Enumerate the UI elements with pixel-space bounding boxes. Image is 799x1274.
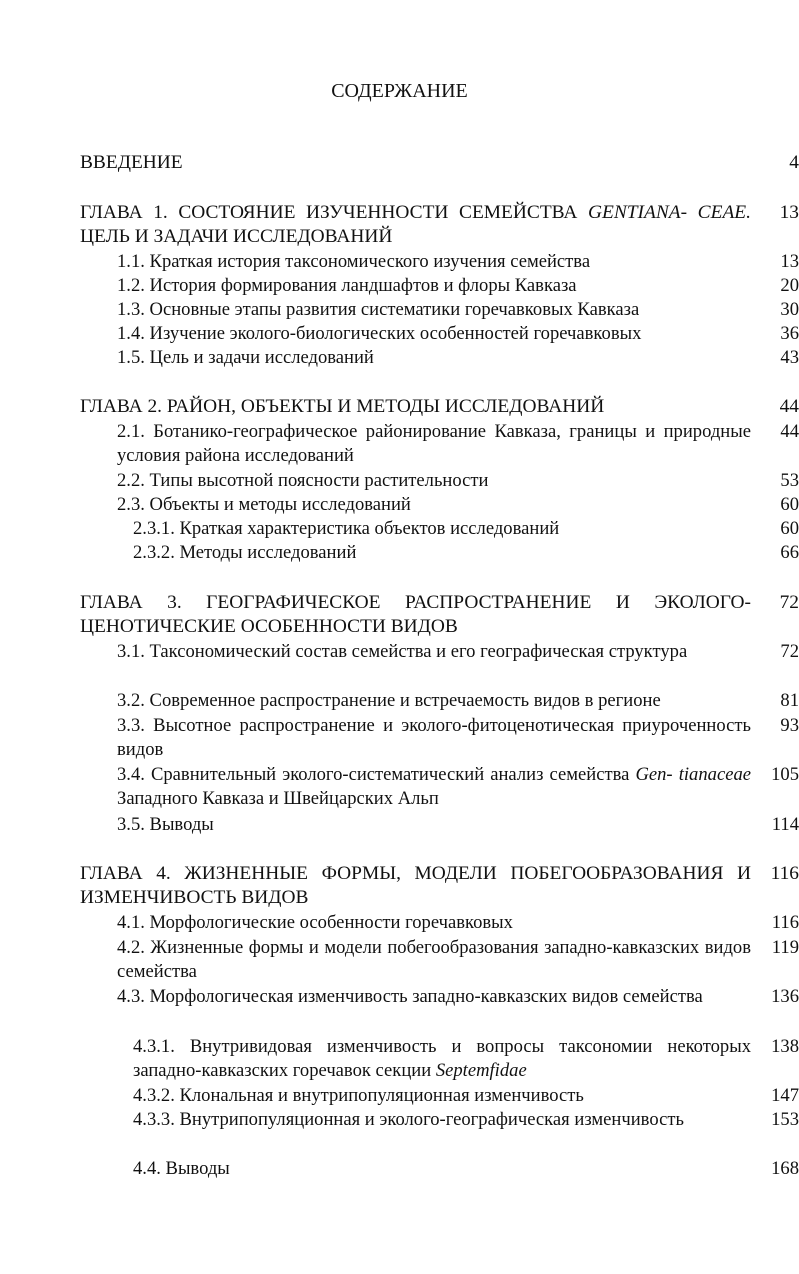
- toc-entry-4-3-1[interactable]: [133, 1035, 799, 1083]
- toc-entry-label: ВВЕДЕНИЕ: [80, 152, 183, 173]
- toc-entry-4-4[interactable]: [133, 1157, 799, 1181]
- toc-entry-label: 1.2. История формирования ландшафтов и флоры Кавказа: [117, 275, 577, 296]
- toc-page-number: 66: [780, 542, 799, 563]
- toc-entry-3-3[interactable]: [117, 714, 799, 762]
- toc-page-number: 13: [779, 202, 799, 223]
- toc-page-number: 20: [780, 275, 799, 296]
- toc-page-number: 43: [780, 347, 799, 368]
- toc-entry-1-4[interactable]: [117, 322, 799, 346]
- toc-page-number: 153: [771, 1109, 799, 1130]
- toc-entry-label: ГЛАВА 2. РАЙОН, ОБЪЕКТЫ И МЕТОДЫ ИССЛЕДОВАНИЙ: [80, 396, 605, 417]
- toc-page-number: 72: [780, 641, 799, 662]
- toc-entry-1-1[interactable]: [117, 250, 799, 274]
- toc-page-number: 44: [780, 421, 799, 442]
- toc-page-number: 168: [771, 1158, 799, 1179]
- toc-entry-2-2[interactable]: [117, 469, 799, 493]
- toc-entry-1-3[interactable]: [117, 298, 799, 322]
- toc-entry-label: 1.4. Изучение эколого-биологических особенностей горечавковых: [117, 323, 642, 344]
- toc-page-number: 4: [789, 152, 799, 173]
- toc-entry-label: 2.1. Ботанико-географическое районирование Кавказа, границы и природные условия района исследований: [117, 421, 751, 466]
- toc-entry-3-5[interactable]: [117, 813, 799, 837]
- toc-entry-label: 2.3.1. Краткая характеристика объектов исследований: [133, 518, 560, 539]
- toc-entry-label: 4.3.2. Клональная и внутрипопуляционная изменчивость: [133, 1085, 584, 1106]
- toc-entry-label: 4.3. Морфологическая изменчивость западно-кавказских видов семейства: [117, 986, 703, 1007]
- toc-entry-4-2[interactable]: [117, 936, 799, 984]
- toc-entry-chapter-1[interactable]: [80, 201, 799, 249]
- toc-entry-label: 4.2. Жизненные формы и модели побегообразования западно-кавказских видов семейства: [117, 937, 751, 982]
- toc-entry-intro[interactable]: [80, 151, 799, 175]
- toc-entry-label: 4.4. Выводы: [133, 1158, 230, 1179]
- toc-entry-label: 4.1. Морфологические особенности горечавковых: [117, 912, 513, 933]
- toc-entry-label: 4.3.1. Внутривидовая изменчивость и вопросы таксономии некоторых западно-кавказских горечавок секции Septemfidae: [133, 1036, 751, 1081]
- toc-entry-3-1[interactable]: [117, 640, 799, 664]
- toc-entry-label: 1.3. Основные этапы развития систематики горечавковых Кавказа: [117, 299, 640, 320]
- toc-entry-1-2[interactable]: [117, 274, 799, 298]
- toc-page-number: 30: [780, 299, 799, 320]
- toc-page-number: 138: [771, 1036, 799, 1057]
- toc-page-number: 105: [771, 764, 799, 785]
- toc-page-number: 44: [779, 396, 799, 417]
- toc-page-number: 13: [780, 251, 799, 272]
- toc-entry-label: 1.5. Цель и задачи исследований: [117, 347, 374, 368]
- toc-entry-label: 4.3.3. Внутрипопуляционная и эколого-географическая изменчивость: [133, 1109, 684, 1130]
- toc-entry-label: 2.2. Типы высотной поясности растительности: [117, 470, 489, 491]
- toc-entry-4-3-3[interactable]: [133, 1108, 799, 1132]
- toc-entry-1-5[interactable]: [117, 346, 799, 370]
- toc-page-number: 36: [780, 323, 799, 344]
- toc-entry-2-1[interactable]: [117, 420, 799, 468]
- toc-entry-label: 1.1. Краткая история таксономического изучения семейства: [117, 251, 591, 272]
- toc-entry-label: ГЛАВА 4. ЖИЗНЕННЫЕ ФОРМЫ, МОДЕЛИ ПОБЕГООБРАЗОВАНИЯ И ИЗМЕНЧИВОСТЬ ВИДОВ: [80, 863, 751, 908]
- toc-entry-2-3[interactable]: [117, 493, 799, 517]
- toc-entry-label: 3.3. Высотное распространение и эколого-фитоценотическая приуроченность видов: [117, 715, 751, 760]
- toc-entry-3-4[interactable]: [117, 763, 799, 811]
- toc-entry-label: ГЛАВА 1. СОСТОЯНИЕ ИЗУЧЕННОСТИ СЕМЕЙСТВА GENTIANA- CEAE. ЦЕЛЬ И ЗАДАЧИ ИССЛЕДОВАНИЙ: [80, 202, 751, 247]
- toc-entry-2-3-2[interactable]: [133, 541, 799, 565]
- toc-page-number: 53: [780, 470, 799, 491]
- toc-page-number: 114: [771, 814, 799, 835]
- toc-page-number: 116: [771, 912, 799, 933]
- toc-page-number: 147: [771, 1085, 799, 1106]
- toc-entry-label: 3.2. Современное распространение и встречаемость видов в регионе: [117, 690, 661, 711]
- toc-page-number: 93: [780, 715, 799, 736]
- toc-page-number: 81: [780, 690, 799, 711]
- toc-entry-label: 3.1. Таксономический состав семейства и его географическая структура: [117, 641, 688, 662]
- toc-page-number: 119: [771, 937, 799, 958]
- toc-entry-label: 3.5. Выводы: [117, 814, 214, 835]
- toc-entry-4-1[interactable]: [117, 911, 799, 935]
- toc-entry-chapter-2[interactable]: [80, 395, 799, 419]
- toc-entry-label: 3.4. Сравнительный эколого-систематический анализ семейства Gen- tianaceae Западного Кавказа и Швейцарских Альп: [117, 764, 751, 809]
- toc-page-number: 60: [780, 494, 799, 515]
- toc-page-number: 136: [771, 986, 799, 1007]
- toc-page-number: 116: [770, 863, 799, 884]
- toc-entry-4-3-2[interactable]: [133, 1084, 799, 1108]
- toc-entry-label: 2.3.2. Методы исследований: [133, 542, 357, 563]
- toc-entry-chapter-3[interactable]: [80, 591, 799, 639]
- toc-entry-4-3[interactable]: [117, 985, 799, 1009]
- toc-entry-label: 2.3. Объекты и методы исследований: [117, 494, 411, 515]
- toc-entry-label: ГЛАВА 3. ГЕОГРАФИЧЕСКОЕ РАСПРОСТРАНЕНИЕ И ЭКОЛОГО-ЦЕНОТИЧЕСКИЕ ОСОБЕННОСТИ ВИДОВ: [80, 592, 751, 637]
- toc-page-number: 72: [779, 592, 799, 613]
- toc-entry-chapter-4[interactable]: [80, 862, 799, 910]
- page-title: СОДЕРЖАНИЕ: [331, 80, 468, 102]
- toc-page-number: 60: [780, 518, 799, 539]
- toc-entry-2-3-1[interactable]: [133, 517, 799, 541]
- toc-entry-3-2[interactable]: [117, 689, 799, 713]
